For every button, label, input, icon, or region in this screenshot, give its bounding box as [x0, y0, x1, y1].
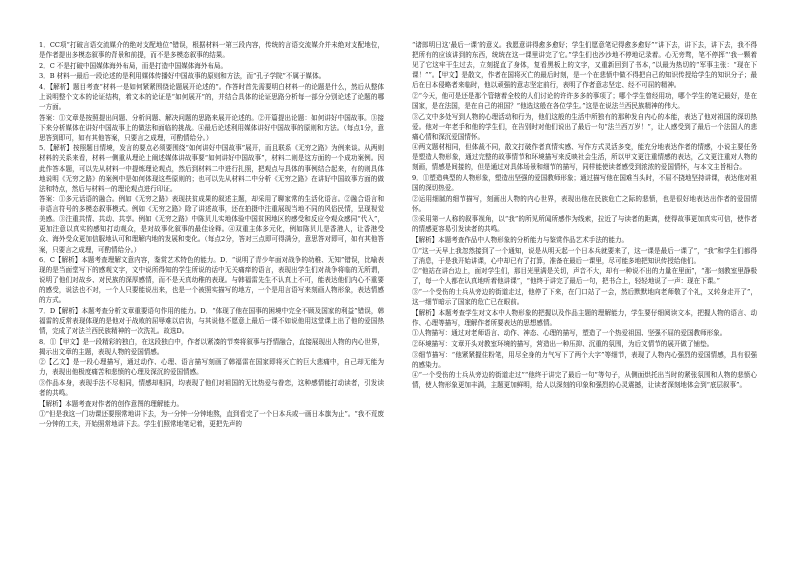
paragraph: ①人物描写：通过对老师语言、动作、神态、心理的描写，塑造了一个热爱祖国、坚强不屈的爱国教师形象。 [412, 329, 727, 338]
paragraph: 3．B 材料一最后一段论述的是利用媒体传播好中国故事的原则和方法，而“孔子学院”不属于媒体。 [39, 72, 326, 81]
paragraph: ③乙文中多处写到人物的心理活动和行为，他们这般的生活中所独有的那种发自内心的本能，表达了他对祖国的深切热爱。他对一年老手和他的学生们，在告别时对他们说出了最后一句“法兰西万岁！”，让人感受到了最后一个法国人的悲痛心情和深沉爱国情怀。 [412, 112, 757, 141]
paragraph: 6．C【解析】本题考查理解文意内容，鉴赏艺术特色的能力。D．“说明了青少年面对战争的幼稚、无知”错误，比喻表现的是当面堂写下的感观文字，文中说所得知的学生所说的话中无关痛痒的语言，表现出学生们对战争将临的无所谓，说明了他们对故乡、对民族的深厚感情，而不是天真幼稚的表现。与韩福雷先生不认真上不可，能表达他们内心不重要的感受，说法也不对，一个人只要能说出来，也是一个被照实描写的地方，一个是用言语写来刻画人物形象，表达情感的方式。 [39, 256, 384, 305]
paragraph: ②“他站在讲台边上，面对学生们，那目光里满是关切，声音不大，却有一种说不出的力量在里面”，“那一刻教室里静极了，每一个人都在认真地听着他讲课”，“他终于讲完了最后一句，把书合上，轻轻地说了一声：现在下课。” [412, 267, 757, 286]
paragraph: ②【乙文】是一段心理描写，通过动作、心理、语言描写刻画了韩福雷在国家即将灭亡的巨大悲痛中，自己却无能为力，表现出他极度痛苦和悲愤的心理及深沉的爱国情感。 [39, 358, 384, 377]
paragraph: 8．①【甲文】是一段精彩的独白，在这段独白中，作者以紧凑的节奏将叙事与抒情融合，直接展现出人物的内心世界，揭示出文章的主题，表现人物的爱国情感。 [39, 337, 384, 356]
paragraph: ①“但是我这一门功课还要照常地讲下去，为一分钟一分钟地熬，直到看完了一个日本兵或一画日本旗为止”。“我不荒废一分钟的工夫，开始照常地讲下去。学生们照常地笔记着，更把先声的 [39, 410, 384, 429]
paragraph: 【解析】本题考查作品中人物形象的分析能力与鉴赏作品艺术手法的能力。 [412, 236, 629, 245]
paragraph: 2．C 不是打破中国媒体海外布局，而是打造中国媒体海外布局。 [39, 61, 228, 70]
paragraph: 答案：①文章是按照提出问题、分析问题、解决问题的思路来展开论述的。②开篇提出论题：如何讲好中国故事。③接下来分析媒体在讲好中国故事上的做法和面临的挑战。④最后论述利用媒体讲好中国故事的原则和方法。（每点1分，意思答到即可，如有其他答案，只要言之成理，可酌情给分。） [39, 113, 384, 142]
paragraph: ④“一个受伤的士兵从旁边的街道走过”“他终于讲完了最后一句”等句子，从侧面烘托出当时的紧张氛围和人物的悲愤心情，使人物形象更加丰满，主题更加鲜明，给人以深刻的印象和强烈的心灵震撼，让读者深刻地体会到“底层叙事”。 [412, 371, 757, 390]
paragraph: 【解析】本题考查对作者的创作意图的理解能力。 [39, 399, 184, 408]
paragraph: 1．CC项“打破言语交流媒介的绝对支配地位”错误，根据材料一第三段内容，传统的言语交流媒介并未绝对支配地位，是作者提出多模态叙事的背景和前提，而不是多模态叙事的结果。 [39, 41, 384, 60]
paragraph: 答案：①多元话语的融合。例如《无穷之路》表现扶贫成果的叙述主题，却采用了聊家常的生活化语言。②融合语言和非语言符号的多模态叙事模式。例如《无穷之路》除了讲述故事，还在拍摄中注重展现当地不同的风俗民情，呈现视觉美感。③注重共情、共动、共享。例如《无穷之路》中陈贝儿实地体验中国贫困地区的感受和反应令观众感同“代入”，更加注意以真实的感知打动观众，是对故事化叙事的最佳诠释。④双重主体多元化，例如陈贝儿是香港人，让香港受众、海外受众更加信服地认可和理解内地的发展和变化。（每点2分，答对三点即可得满分，意思答对即可，如有其他答案，只要言之成理，可酌情给分。） [39, 195, 384, 254]
paragraph: ②环境描写：文章开头对教室环境的描写，营造出一种压抑、沉重的氛围，为后文情节的展开做了铺垫。 [412, 340, 714, 349]
paragraph: ③采用第一人称的叙事视角，以“我”的所见所闻所感作为线索，拉近了与读者的距离，使得故事更加真实可信，使作者的情感更容易引发读者的共鸣。 [412, 215, 757, 234]
paragraph: 5．【解析】按照题目情境，发言的要点必须要围绕“如何讲好中国故事”展开，而且联系《无穷之路》为例来谈。从两则材料的关系来看，材料一侧重从理论上阐述媒体讲故事要“如何讲好中国故事”，材料二则是这方面的一个成功案例。因此作答本题，可以先从材料一中提炼理论观点，然后到材料二中进行扎照，把观点与具体的事例结合起来，有的则具体地说明《无穷之路》的案例中是如何体现这些原则的；也可以先从材料二中分析《无穷之路》在讲好中国故事方面的做法和特点，然后与材料一的理论观点进行印证。 [39, 144, 384, 193]
paragraph: ④两文题材相同，但体裁不同，散文打破作者真情实感、写作方式灵活多变，能充分地表达作者的情感，小说主要任务是塑造人物形象，通过完整的故事情节和环境描写来反映社会生活，所以甲文更注重情感的表达，乙文更注重对人物的刻画，情感是间接的，但是通过对具体场景和细节的描写，同样能使读者感受到浓浓的爱国情怀，与本文主旨相合。 [412, 143, 757, 172]
left-column [39, 40, 384, 543]
paragraph: ③作品本身，表现手法不尽相同，情感却相同，均表现了他们对祖国的无比热爱与眷恋，这种感情能打动读者，引发读者的共鸣。 [39, 379, 384, 398]
paragraph: ③“一个受伤的士兵从旁边的街道走过，他停了下来，在门口站了一会，然后默默地向老师敬了个礼，又转身走开了”，这一细节暗示了国家的危亡已在眼前。 [412, 288, 757, 307]
paragraph: ③细节描写：“他紧紧握住粉笔，用尽全身的力气写下了两个大字”等细节，表现了人物内心强烈的爱国情感，具有很强的感染力。 [412, 350, 757, 369]
paragraph: 7．D【解析】本题考查分析文章重要语句作用的能力。D．“体现了他在国事的困境中完全不顾及国家的利益”错误，韩福雷的反常表现体现的是他对于战败的屈辱难以启齿，与其说他不愿意上最后一课不如说他用这堂课上出了他的爱国热情，完成了对法兰西民族精神的一次洗礼。故选D。 [39, 306, 384, 336]
paragraph: ①“这一天早上我忽然接到了一个通知，说是从明天起一个日本兵就要来了，这一课是最后一课了”，“我”和学生们都得了消息，于是我开始讲课，心中却已有了打算，准备在最后一课里，尽可能多地把知识传授给他们。 [412, 246, 757, 265]
paragraph: ②运用细腻的细节描写，刻画出人物的内心世界，表现出他在民族危亡之际的悲愤，也是很好地表达出作者的爱国情怀。 [412, 194, 757, 213]
paragraph: 4．【解析】题目考查“材料一是如何紧紧围绕论题展开论述的”。作答时首先需要明白材料一的论题是什么，然后从整体上说明整个文本的论证结构，着文本的论证是“如何展开”的，并结合具体的论证思路分析每一部分分别论述了论题的哪一方面。 [39, 82, 384, 112]
paragraph: 9．①塑造典型的人物形象，塑造出坚强的爱国教师形象；通过描写他在国难当头时，不屈不挠地坚持讲课，表达他对祖国的深切热爱。 [412, 173, 757, 193]
paragraph: 【解析】本题考查学生对文本中人物形象的把握以及作品主题的理解能力，学生要仔细阅读文本，把握人物的语言、动作、心理等描写，理解作者所要表达的思想感情。 [412, 308, 757, 327]
paragraph: “诸郎明日这‘最后一课’的意义。我愿意讲得愈多愈好；学生们愿意笔记得愈多愈好”“讲下去，讲下去，讲下去，我不得把所有的应该讲到的东西，统统在这一课里讲完了它。”学生们也沙沙地不停地记录着。心无旁骛，笔不停挥“‘我一颗着见了它这牢干生过去，立刻捉直了身体，复看黑板上的文字，又重新回到了书本，”以最为热切的“军事主张：“现在下课！””。【甲文】是散文，作者在国将灭亡的最后时刻，是一个在悲愤中做不得把自己的知识传授给学生的知识分子；最后在日本侵略者来临时，他以顽强的意志坚定前行，表明了作者意志坚定、经不可屈的精神。 [412, 41, 757, 90]
paragraph: ②“今天，他可是还是那个管辖着全校的人们讨论的许许多多的事项了；哪个学生曾经用功，哪个学生的笔记最好，是在国家，是在法国，是在自己的祖国？”他选这般在各位学生。”这是在说法兰西民族精神的伟大。 [412, 91, 757, 110]
right-column [412, 40, 757, 543]
